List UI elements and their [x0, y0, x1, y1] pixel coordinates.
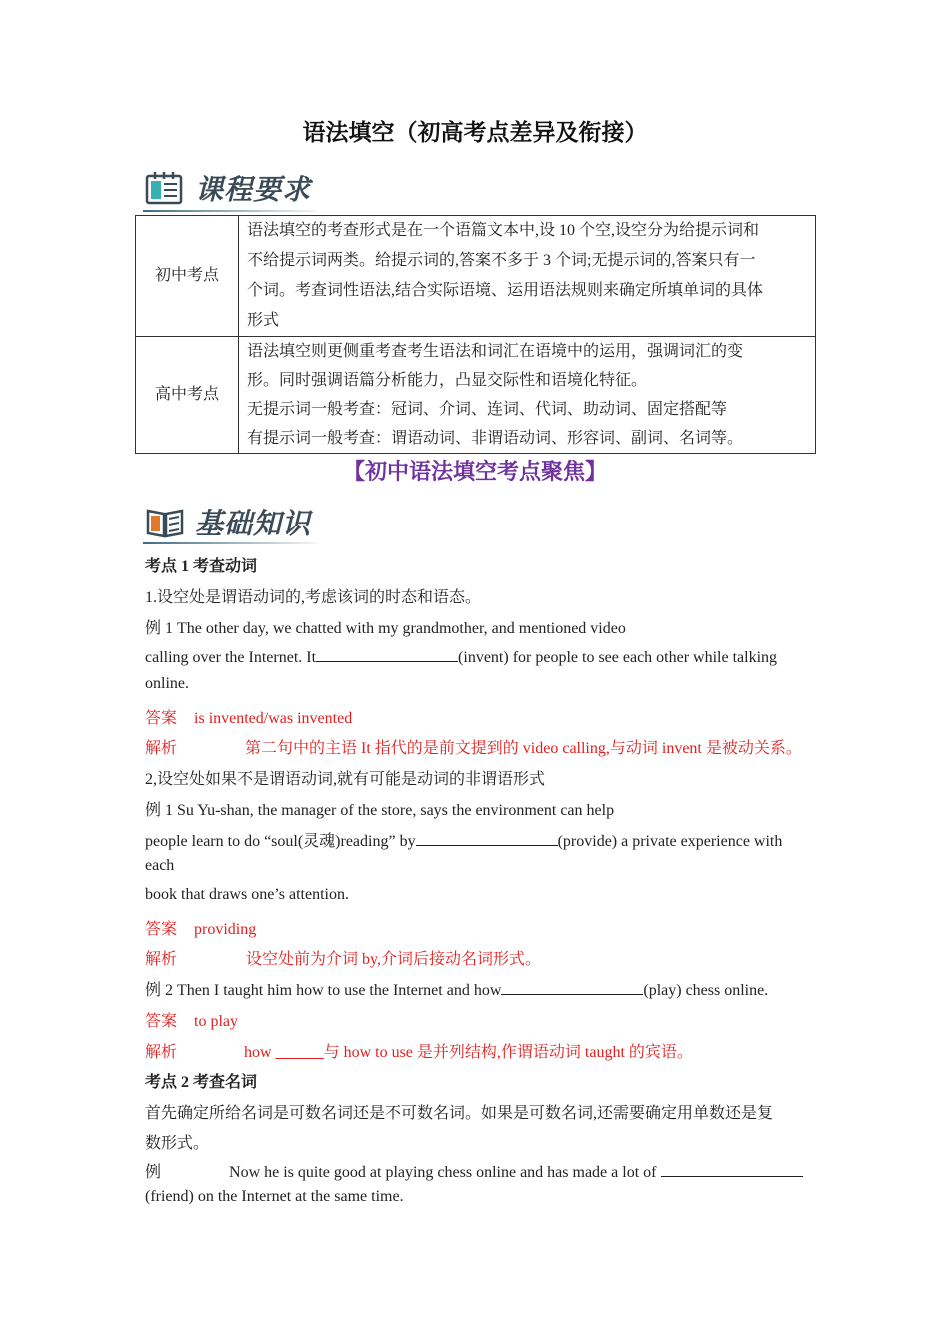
fill-in-blank [661, 1161, 803, 1177]
answer-line [145, 705, 352, 728]
cell-line: 个词。考查词性语法,结合实际语境、运用语法规则来确定所填单词的具体 [247, 282, 764, 299]
cell-line: 形。同时强调语篇分析能力，凸显交际性和语境化特征。 [247, 372, 648, 389]
example-line: book that draws one’s attention. [145, 886, 349, 903]
example-text: people learn to do “soul(灵魂)reading” by [145, 833, 416, 850]
kaodian-1-heading: 考点 1 考查动词 [145, 558, 258, 575]
section-divider [143, 210, 318, 212]
explanation-blank: ______ [275, 1044, 324, 1061]
table-cell-category: 初中考点 [136, 216, 239, 337]
cell-line: 不给提示词两类。给提示词的,答案不多于 3 个词;无提示词的,答案只有一 [247, 252, 756, 269]
explanation-line [145, 1039, 693, 1062]
explanation-label: 解析 [145, 740, 178, 757]
answer-line [145, 1008, 238, 1031]
example-text: (provide) a private experience with [557, 833, 783, 850]
cell-line: 语法填空的考查形式是在一个语篇文本中,设 10 个空,设空分为给提示词和 [247, 222, 760, 239]
cell-line: 有提示词一般考查：谓语动词、非谓语动词、形容词、副词、名词等。 [247, 430, 744, 447]
explanation-line [145, 735, 802, 758]
answer-text: to play [194, 1013, 239, 1030]
answer-label: 答案 [145, 1013, 178, 1030]
example-text: 例 2 Then I taught him how to use the Internet and how [145, 982, 502, 999]
example-line: 例 1 Su Yu-shan, the manager of the store, says the environment can help [145, 802, 615, 819]
focus-heading: 【初中语法填空考点聚焦】 [342, 459, 607, 484]
explanation-text: 第二句中的主语 It 指代的是前文提到的 video calling,与动词 invent 是被动关系。 [245, 740, 802, 757]
answer-text: is invented/was invented [194, 710, 353, 727]
example-text: (play) chess online. [643, 982, 769, 999]
notepad-icon [145, 171, 185, 205]
example-line: 例 1 The other day, we chatted with my grandmother, and mentioned video [145, 620, 626, 637]
page-title: 语法填空（初高考点差异及衔接） [302, 120, 648, 145]
explanation-text: how [244, 1044, 276, 1061]
example-line [145, 828, 782, 851]
section-header-basic-knowledge [145, 500, 311, 544]
paragraph: 2,设空处如果不是谓语动词,就有可能是动词的非谓语形式 [145, 771, 546, 788]
section-title: 基础知识 [195, 507, 312, 540]
example-label: 例 [145, 1164, 162, 1181]
fill-in-blank [501, 979, 643, 995]
example-line: online. [145, 675, 189, 692]
example-text: (invent) for people to see each other while talking [458, 649, 778, 666]
explanation-label: 解析 [145, 951, 178, 968]
cell-line: 形式 [247, 312, 280, 329]
paragraph: 1.设空处是谓语动词的,考虑该词的时态和语态。 [145, 589, 482, 606]
explanation-line [145, 946, 541, 969]
example-text: Now he is quite good at playing chess online and has made a lot of [229, 1164, 657, 1181]
example-line [145, 1159, 803, 1182]
explanation-label: 解析 [145, 1044, 178, 1061]
explanation-text: 设空处前为介词 by,介词后接动名词形式。 [246, 951, 541, 968]
explanation-text: 与 how to use 是并列结构,作谓语动词 taught 的宾语。 [323, 1044, 693, 1061]
section-title: 课程要求 [195, 173, 312, 206]
table-cell-description [239, 216, 816, 337]
cell-line: 无提示词一般考查：冠词、介词、连词、代词、助动词、固定搭配等 [247, 401, 728, 418]
example-line: each [145, 857, 175, 874]
requirements-table [135, 215, 816, 454]
section-header-course-requirements [145, 166, 311, 210]
table-row [136, 216, 816, 337]
table-row [136, 337, 816, 454]
example-line: (friend) on the Internet at the same time. [145, 1188, 404, 1205]
answer-text: providing [194, 921, 257, 938]
answer-line [145, 916, 256, 939]
open-book-icon [145, 505, 185, 539]
fill-in-blank [316, 646, 458, 662]
example-line [145, 977, 768, 1000]
example-line [145, 646, 777, 667]
answer-label: 答案 [145, 921, 178, 938]
section-divider [143, 542, 318, 544]
kaodian-2-heading: 考点 2 考查名词 [145, 1074, 258, 1091]
answer-label: 答案 [145, 710, 178, 727]
fill-in-blank [416, 830, 558, 846]
paragraph: 首先确定所给名词是可数名词还是不可数名词。如果是可数名词,还需要确定用单数还是复 [145, 1105, 774, 1122]
cell-line: 语法填空则更侧重考查考生语法和词汇在语境中的运用，强调词汇的变 [247, 343, 744, 360]
paragraph: 数形式。 [145, 1135, 210, 1152]
example-text: calling over the Internet. It [145, 649, 317, 666]
table-cell-category: 高中考点 [136, 337, 239, 454]
table-cell-description [239, 337, 816, 454]
